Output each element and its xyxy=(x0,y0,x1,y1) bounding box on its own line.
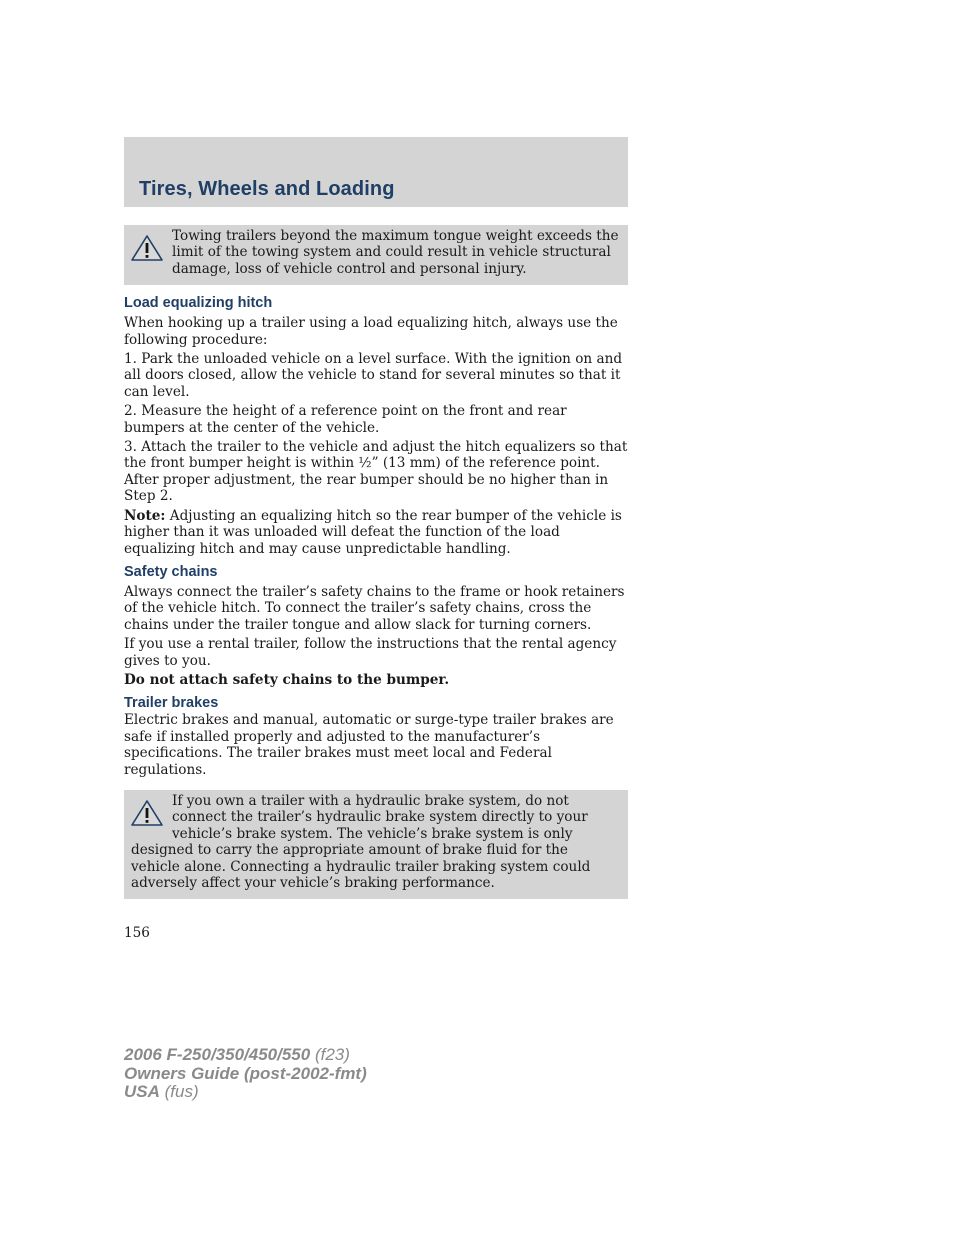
footer-model: 2006 F-250/350/450/550 xyxy=(124,1045,311,1064)
section-heading-load-equalizing: Load equalizing hitch xyxy=(124,295,273,312)
warning-box-towing xyxy=(124,225,628,285)
note-text: Adjusting an equalizing hitch so the rear bumper of the vehicle is higher than it was unloaded will defeat the function of the load equalizing hitch and may cause unpredictable handling. xyxy=(124,507,622,557)
footer-line-1 xyxy=(124,1046,367,1065)
load-equalizing-intro: When hooking up a trailer using a load equalizing hitch, always use the following procedure: xyxy=(124,315,618,348)
warning-text: If you own a trailer with a hydraulic brake system, do not connect the trailer’s hydraulic brake system directly to your vehicle’s brake system. The vehicle’s brake system is only designed to carry the appropriate amount of brake fluid for the vehicle alone. Connecting a hydraulic trailer braking system could adversely affect your vehicle’s braking performance. xyxy=(131,792,591,891)
section-heading-trailer-brakes: Trailer brakes xyxy=(124,695,219,712)
safety-chains-paragraph-1: Always connect the trailer’s safety chains to the frame or hook retainers of the vehicle hitch. To connect the trailer’s safety chains, cross the chains under the trailer tongue and allow slack for turning corners. xyxy=(124,583,625,633)
step-2: 2. Measure the height of a reference point on the front and rear bumpers at the center of the vehicle. xyxy=(124,403,567,436)
footer-line-3 xyxy=(124,1083,367,1102)
section-heading-safety-chains: Safety chains xyxy=(124,563,218,580)
footer-line-2 xyxy=(124,1065,367,1084)
step-3: 3. Attach the trailer to the vehicle and adjust the hitch equalizers so that the front bumper height is within ½” (13 mm) of the reference point. After proper adjustment, the rear bumper should be no higher than in Step 2. xyxy=(124,439,628,505)
step-1: 1. Park the unloaded vehicle on a level surface. With the ignition on and all doors closed, allow the vehicle to stand for several minutes so that it can level. xyxy=(124,351,623,400)
footer-market-code: (fus) xyxy=(159,1082,199,1101)
footer-guide: Owners Guide (post-2002-fmt) xyxy=(124,1063,367,1083)
warning-box-hydraulic-brakes xyxy=(124,790,628,899)
document-footer xyxy=(124,1046,367,1102)
safety-chains-paragraph-2: If you use a rental trailer, follow the instructions that the rental agency gives to you. xyxy=(124,636,617,669)
warning-triangle-icon xyxy=(130,234,164,262)
footer-model-code: (f23) xyxy=(310,1045,350,1064)
page-title: Tires, Wheels and Loading xyxy=(139,178,395,200)
footer-market: USA xyxy=(124,1082,160,1101)
header-band xyxy=(124,137,628,207)
safety-chains-bold-notice: Do not attach safety chains to the bumper. xyxy=(124,671,450,688)
page-content xyxy=(124,225,628,899)
trailer-brakes-paragraph: Electric brakes and manual, automatic or surge-type trailer brakes are safe if installed properly and adjusted to the manufacturer’s specifications. The trailer brakes must meet local and Federal regulations. xyxy=(124,712,614,778)
note-paragraph xyxy=(124,508,628,557)
warning-text: Towing trailers beyond the maximum tongue weight exceeds the limit of the towing system and could result in vehicle structural damage, loss of vehicle control and personal injury. xyxy=(172,228,619,277)
warning-triangle-icon xyxy=(130,799,164,827)
note-label: Note: xyxy=(124,507,166,524)
page-number: 156 xyxy=(124,925,150,941)
